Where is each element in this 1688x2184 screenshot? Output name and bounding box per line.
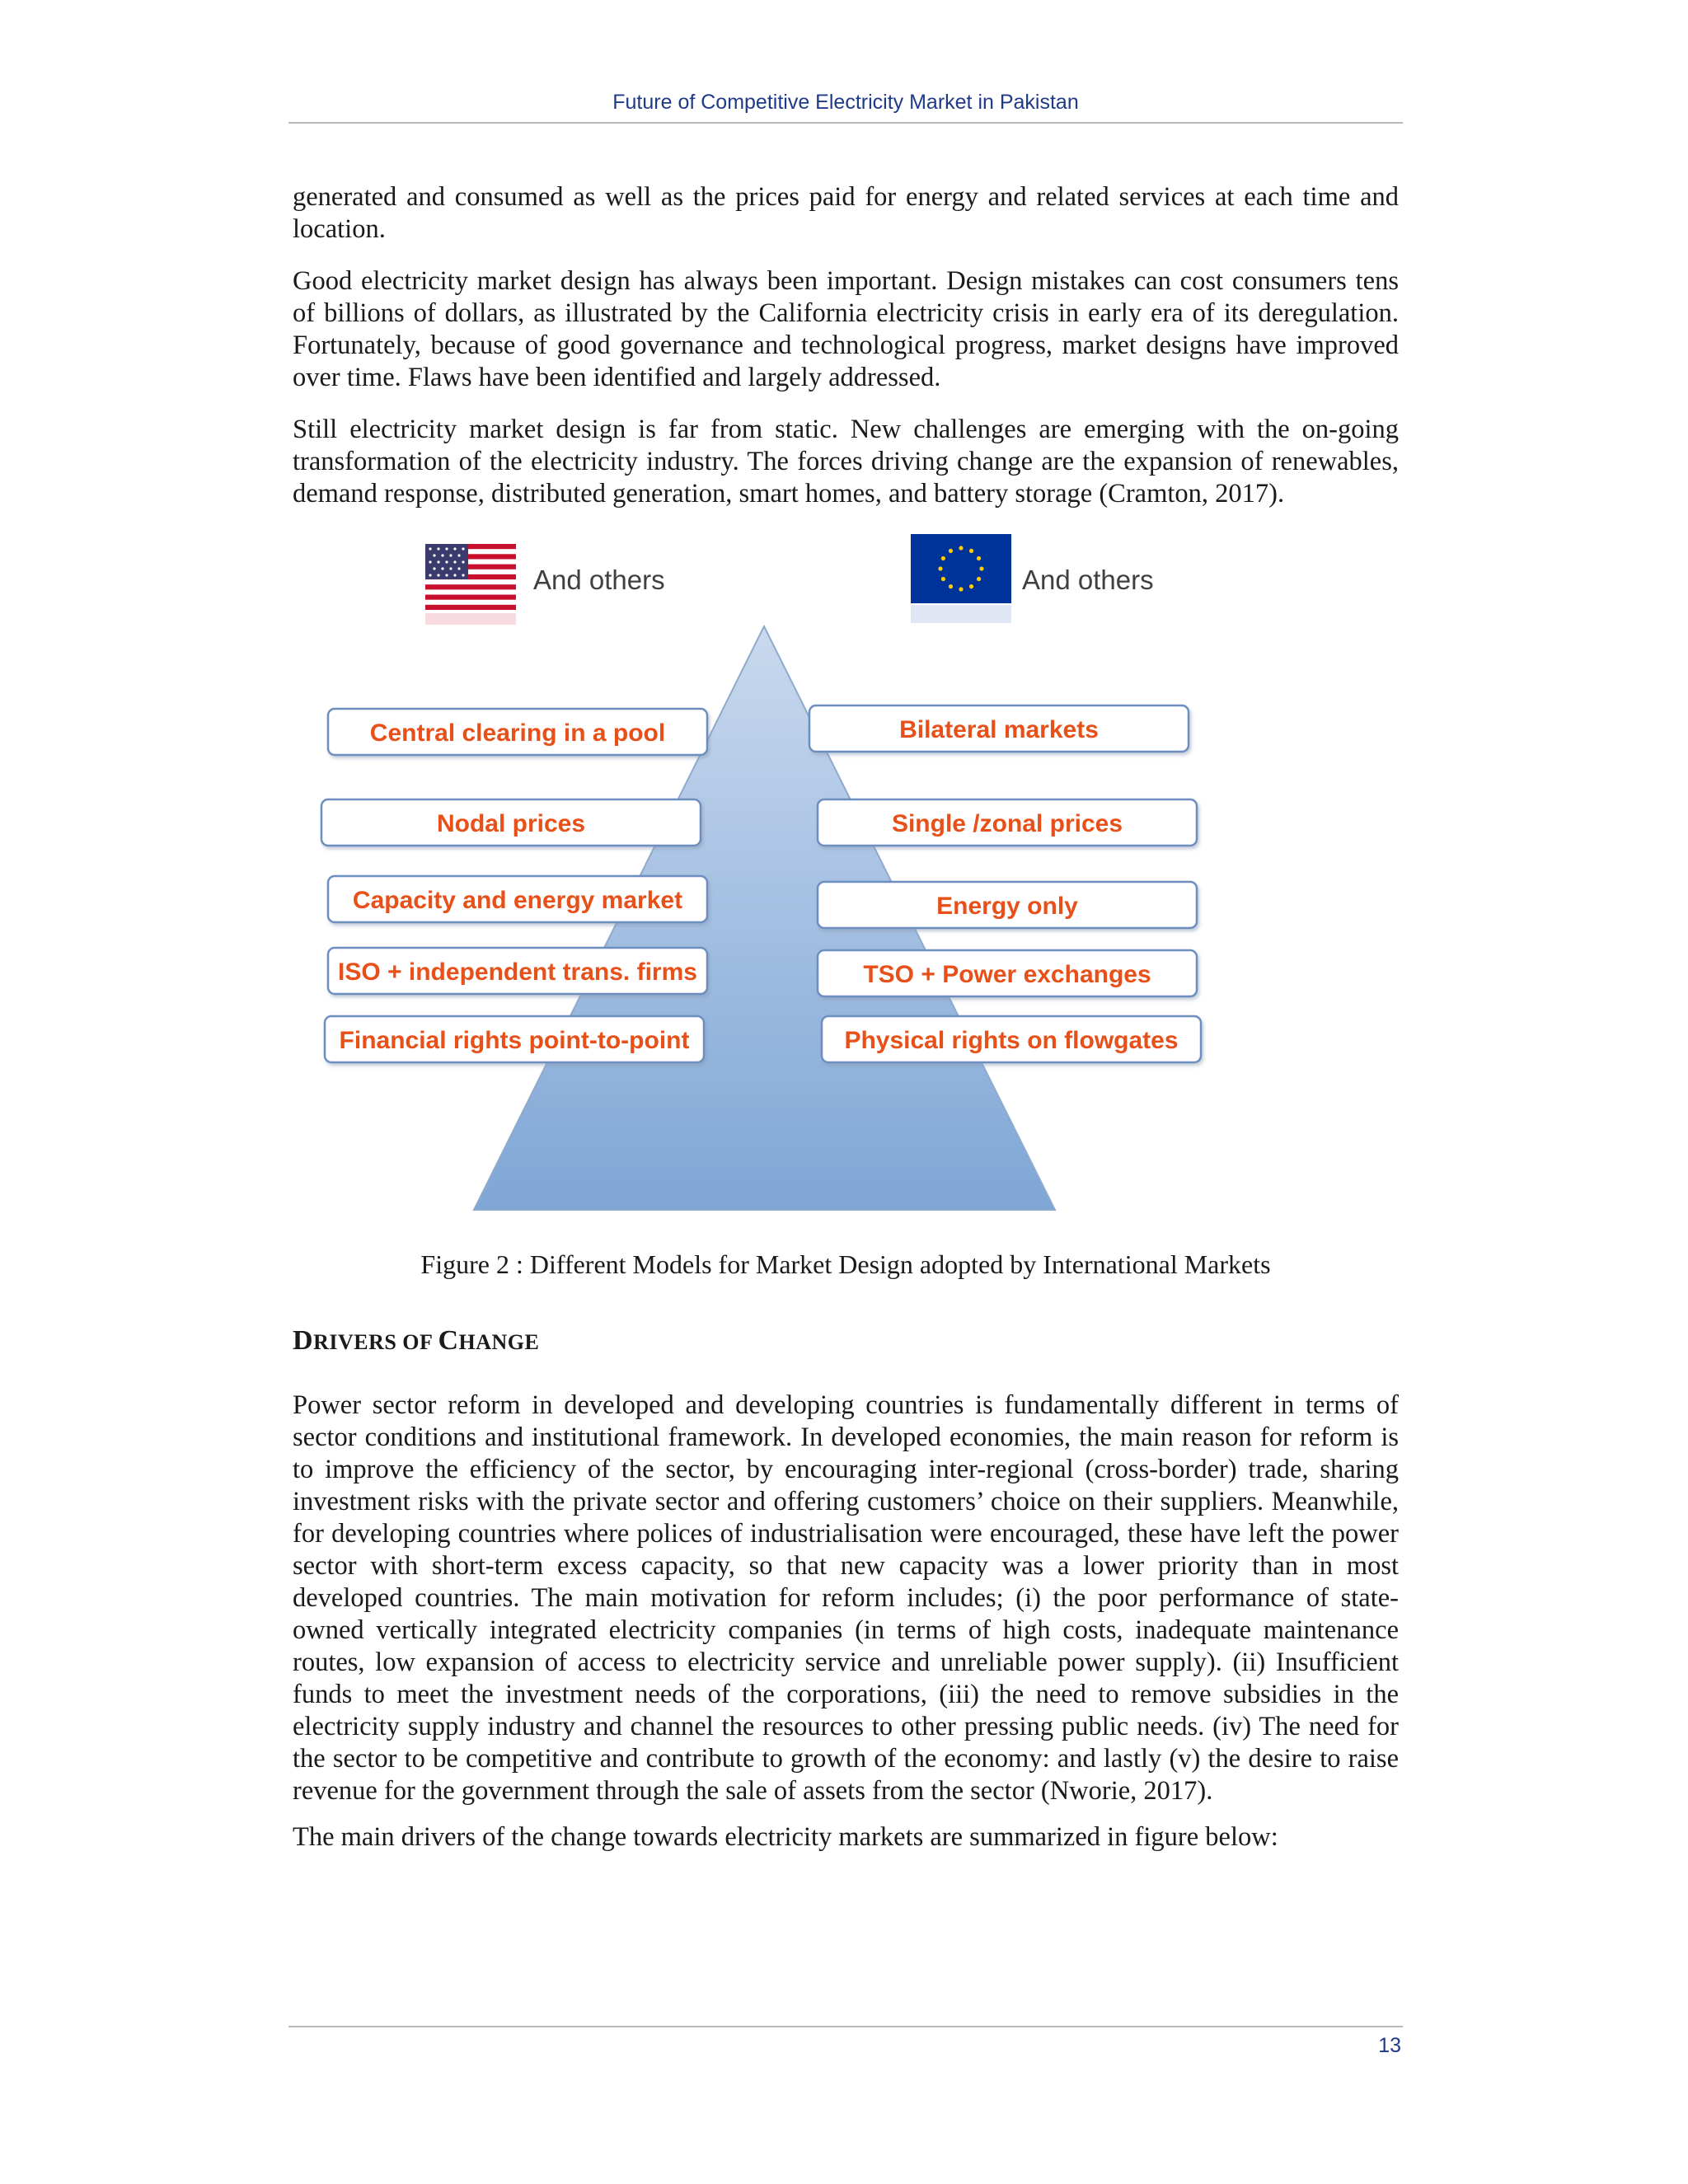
heading-rest-2: HANGE bbox=[458, 1330, 540, 1354]
paragraph-market-design: Good electricity market design has always been important. Design mistakes can cost consumers tens of billions of dollars, as illustrated by the California electricity crisis in early era of its deregulation. Fortunately, because of good governance and technological progress, market designs have improved over time. Flaws have been identified and largely addressed. bbox=[293, 266, 1399, 392]
heading-initial-1: D bbox=[293, 1325, 314, 1356]
paragraph-drivers-intro: The main drivers of the change towards electricity markets are summarized in figure below: bbox=[293, 1822, 1278, 1852]
right-box-2-label: Single /zonal prices bbox=[891, 810, 1123, 837]
figure-caption: Figure 2 : Different Models for Market Design adopted by International Markets bbox=[420, 1249, 1271, 1279]
left-box-3 bbox=[328, 876, 707, 922]
paragraph-continuation: generated and consumed as well as the prices paid for energy and related services at each time and location. bbox=[293, 182, 1399, 244]
us-others-label: And others bbox=[533, 565, 665, 595]
right-box-1 bbox=[809, 705, 1189, 752]
footer-divider bbox=[288, 2026, 1403, 2027]
paragraph-reform: Power sector reform in developed and developing countries is fundamentally different in terms of sector conditions and institutional framework. In developed economies, the main reason for reform is to improve the efficiency of the sector, by encouraging inter-regional (cross-border) trade, sharing investment risks with the private sector and offering customers’ choice on their suppliers. Meanwhile, for developing countries where polices of industrialisation were encouraged, these have left the power sector with short-term excess capacity, so that new capacity was a lower priority than in most developed countries. The main motivation for reform includes; (i) the poor performance of state-owned vertically integrated electricity companies (in terms of high costs, inadequate maintenance routes, low expansion of access to electricity service and unreliable power supply). (ii) Insufficient funds to meet the investment needs of the corporations, (iii) the need to remove subsidies in the electricity supply industry and channel the resources to other pressing public needs. (iv) The need for the sector to be competitive and contribute to growth of the economy: and lastly (v) the desire to raise revenue for the government through the sale of assets from the sector (Nworie, 2017). bbox=[293, 1390, 1399, 1806]
left-box-1-label: Central clearing in a pool bbox=[369, 719, 666, 747]
us-flag-icon bbox=[425, 544, 516, 625]
left-box-4-label: ISO + independent trans. firms bbox=[338, 958, 697, 986]
left-box-2-label: Nodal prices bbox=[436, 810, 586, 837]
right-box-2 bbox=[818, 799, 1197, 846]
right-box-4 bbox=[818, 950, 1197, 996]
right-box-4-label: TSO + Power exchanges bbox=[863, 961, 1151, 988]
right-box-5 bbox=[822, 1016, 1201, 1062]
left-box-3-label: Capacity and energy market bbox=[352, 887, 683, 914]
heading-rest-1: RIVERS OF bbox=[313, 1330, 438, 1354]
eu-flag-icon bbox=[911, 534, 1011, 623]
left-box-1 bbox=[328, 709, 707, 755]
paragraph-challenges: Still electricity market design is far from static. New challenges are emerging with the on-going transformation of the electricity industry. The forces driving change are the expansion of renewables, demand response, distributed generation, smart homes, and battery storage (Cramton, 2017). bbox=[293, 415, 1399, 509]
market-models-diagram bbox=[288, 519, 1236, 1220]
left-box-5 bbox=[325, 1016, 704, 1062]
section-heading bbox=[293, 1325, 539, 1357]
right-box-1-label: Bilateral markets bbox=[899, 716, 1099, 743]
running-header: Future of Competitive Electricity Market in Pakistan bbox=[612, 91, 1079, 114]
page-number: 13 bbox=[1378, 2034, 1401, 2057]
right-box-3-label: Energy only bbox=[936, 893, 1078, 920]
right-box-3 bbox=[818, 882, 1197, 928]
heading-initial-2: C bbox=[438, 1325, 459, 1356]
header-divider bbox=[288, 122, 1403, 124]
market-models-figure bbox=[288, 519, 1236, 1220]
left-box-2 bbox=[321, 799, 701, 846]
eu-others-label: And others bbox=[1022, 565, 1154, 595]
left-box-5-label: Financial rights point-to-point bbox=[339, 1027, 690, 1054]
left-box-4 bbox=[328, 948, 707, 994]
right-box-5-label: Physical rights on flowgates bbox=[844, 1027, 1179, 1054]
